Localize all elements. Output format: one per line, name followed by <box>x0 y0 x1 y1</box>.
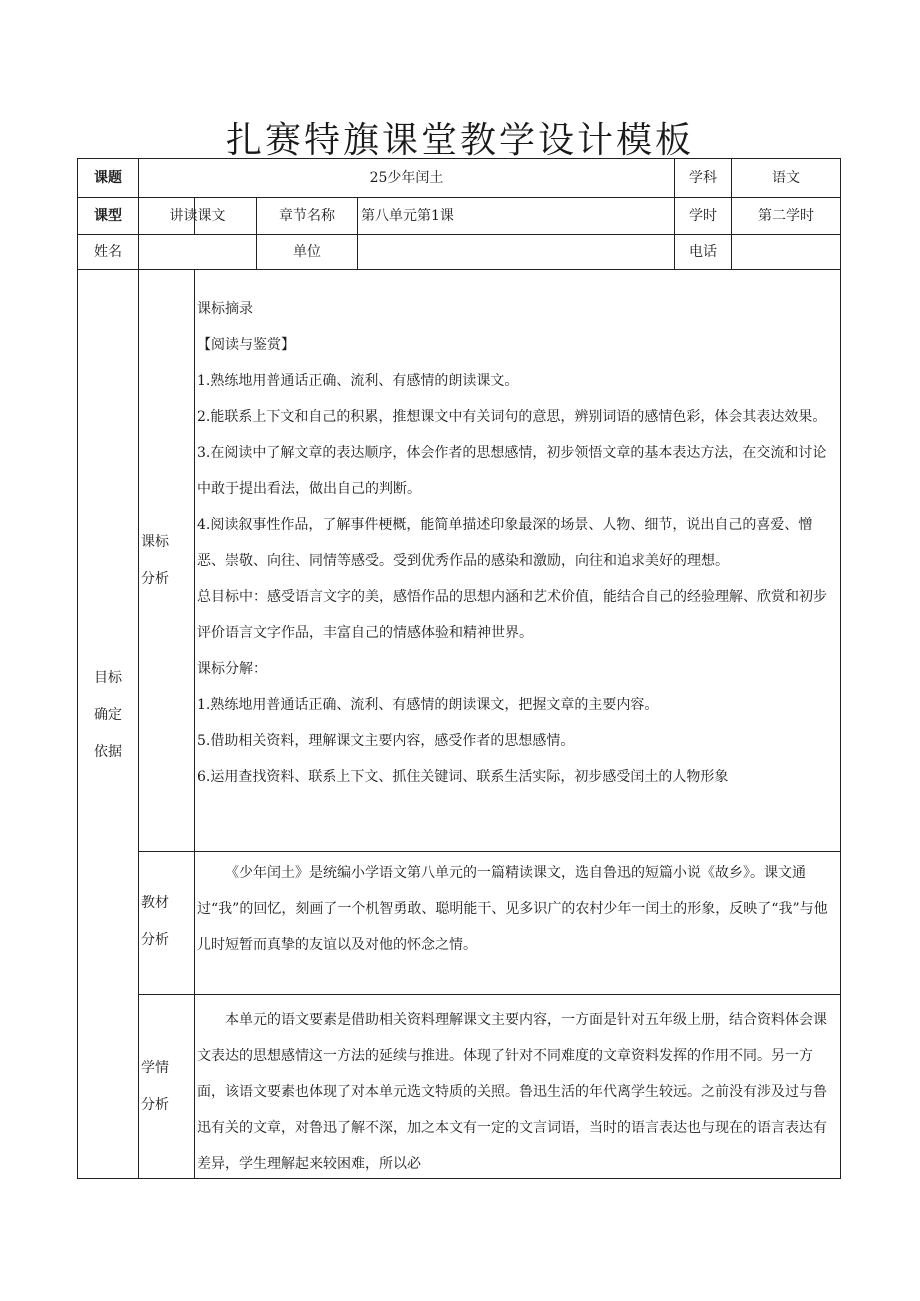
label-textbook-analysis: 教材 分析 <box>141 895 169 948</box>
value-lesson-type: 讲读课文 <box>169 208 226 224</box>
curriculum-content <box>197 291 840 795</box>
label-topic: 课题 <box>94 170 122 186</box>
label-objective-basis: 目标 确定 依据 <box>94 670 122 760</box>
value-chapter: 第八单元第1课 <box>361 208 454 224</box>
label-student-analysis: 学情 分析 <box>141 1060 169 1113</box>
value-subject: 语文 <box>772 170 800 186</box>
student-content: 本单元的语文要素是借助相关资料理解课文主要内容，一方面是针对五年级上册，结合资料体会课文表达的思想感情这一方法的延续与推进。体现了针对不同难度的文章资料发挥的作用不同。另一方面，该语文要素也体现了对本单元选文特质的关照。鲁迅生活的年代离学生较远。之前没有涉及过与鲁迅有关的文章，对鲁迅了解不深，加之本文有一定的文言词语，当时的语言表达也与现在的语言表达有差异，学生理解起来较困难，所以必 <box>197 1012 827 1172</box>
curriculum-line: 总目标中：感受语言文字的美，感悟作品的思想内涵和艺术价值，能结合自己的经验理解、欣赏和初步评价语言文字作品，丰富自己的情感体验和精神世界。 <box>197 589 827 641</box>
curriculum-line: 1.熟练地用普通话正确、流利、有感情的朗读课文。 <box>197 373 519 389</box>
curriculum-line: 1.熟练地用普通话正确、流利、有感情的朗读课文，把握文章的主要内容。 <box>197 697 659 713</box>
page-title: 扎赛特旗课堂教学设计模板 <box>225 120 694 161</box>
label-curriculum-analysis: 课标 分析 <box>141 534 169 587</box>
curriculum-line: 2.能联系上下文和自己的积累，推想课文中有关词句的意思，辨别词语的感情色彩，体会其表达效果。 <box>197 409 827 425</box>
curriculum-line: 4.阅读叙事性作品，了解事件梗概，能简单描述印象最深的场景、人物、细节，说出自己的喜爱、憎恶、崇敬、向往、同情等感受。受到优秀作品的感染和激励，向往和追求美好的理想。 <box>197 517 813 569</box>
label-unit: 单位 <box>293 244 321 260</box>
label-chapter: 章节名称 <box>279 208 335 224</box>
curriculum-line: 【阅读与鉴赏】 <box>197 337 295 353</box>
textbook-content: 《少年闰土》是统编小学语文第八单元的一篇精读课文，选自鲁迅的短篇小说《故乡》。课文通过“我”的回忆，刻画了一个机智勇敢、聪明能干、见多识广的农村少年一闰土的形象，反映了“我”与他儿时短暂而真挚的友谊以及对他的怀念之情。 <box>197 865 828 953</box>
curriculum-line: 课标摘录 <box>197 301 253 317</box>
label-name: 姓名 <box>94 244 122 260</box>
value-period: 第二学时 <box>758 208 814 224</box>
curriculum-line: 3.在阅读中了解文章的表达顺序，体会作者的思想感情，初步领悟文章的基本表达方法，在交流和讨论中敢于提出看法，做出自己的判断。 <box>197 445 827 497</box>
value-topic: 25少年闰土 <box>369 170 444 186</box>
curriculum-line: 6.运用查找资料、联系上下文、抓住关键词、联系生活实际，初步感受闰土的人物形象 <box>197 769 729 785</box>
label-phone: 电话 <box>689 244 717 260</box>
label-subject: 学科 <box>689 170 717 186</box>
curriculum-line: 课标分解： <box>197 661 267 677</box>
curriculum-line: 5.借助相关资料，理解课文主要内容，感受作者的思想感情。 <box>197 733 575 749</box>
label-lesson-type: 课型 <box>94 208 122 224</box>
label-period: 学时 <box>689 208 717 224</box>
